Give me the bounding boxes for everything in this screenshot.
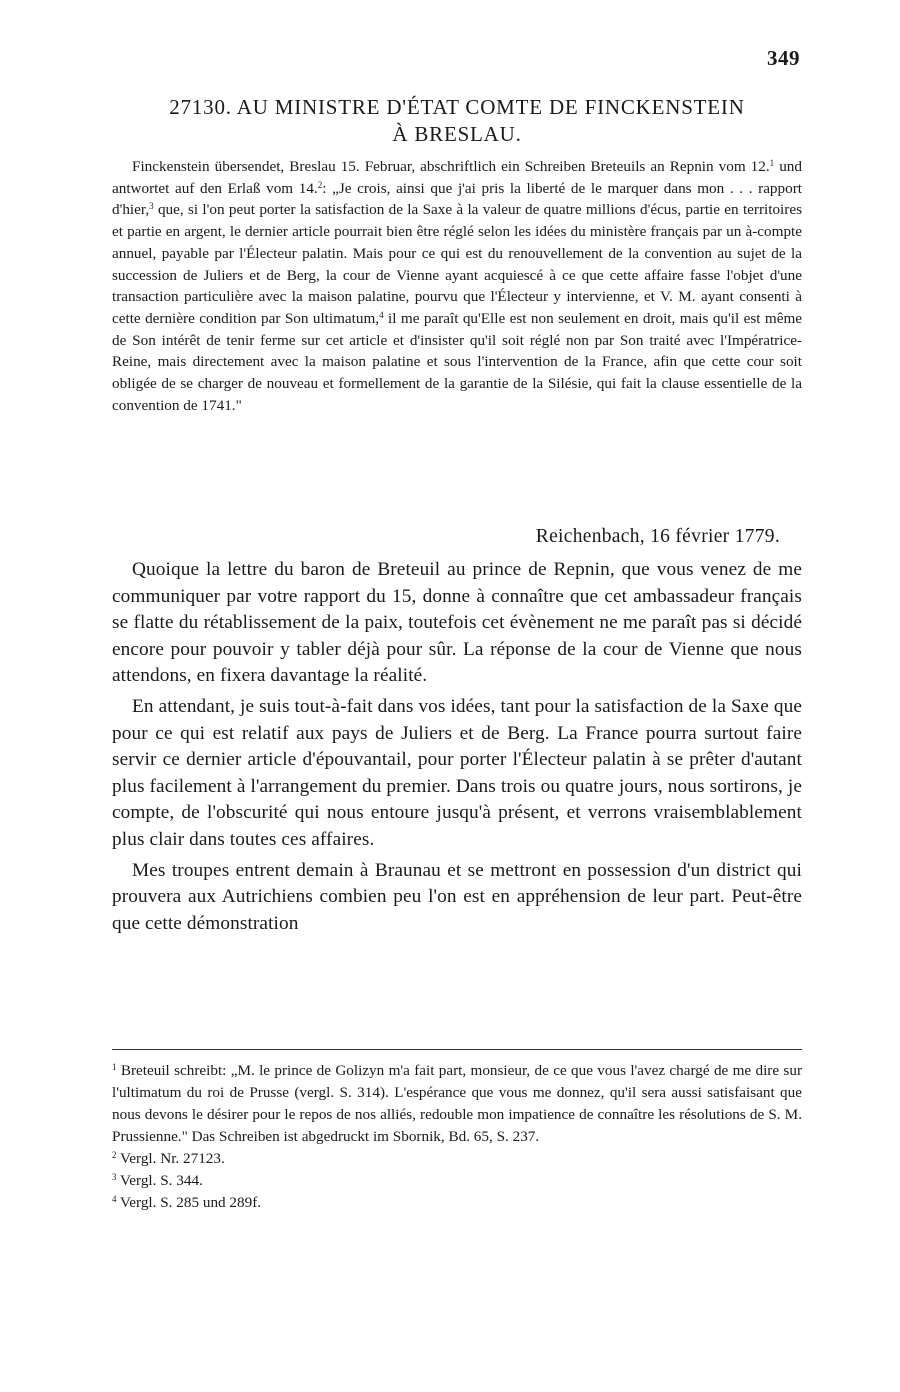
footnote-ref-2: 2: [317, 179, 323, 190]
body-paragraph: Quoique la lettre du baron de Breteuil au prince de Repnin, que vous venez de me communiquer par votre rapport du 15, donne à connaître que cet ambassadeur français se flatte du rétablissement de la paix, toutefois cet évènement ne me paraît pas si décidé encore pour pouvoir y tabler déjà pour sûr. La réponse de la cour de Vienne que nous attendons, en fixera davantage la réalité.: [112, 559, 802, 687]
summary-text: que, si l'on peut porter la satisfaction de la Saxe à la valeur de quatre millions d'écus, partie en territoires et partie en argent, le dernier article pourrait bien être réglé selon les idées du ministère français par un à-compte annuel, payable par l'Électeur palatin. Mais pour ce qui est du renouvellement de la convention au sujet de la succession de Juliers et de Berg, la cour de Vienne ayant acquiescé à ce que cette affaire fasse l'objet d'une transaction particulière avec la maison palatine, pourvu que l'Électeur y intervienne, et V. M. ayant consenti à cette dernière condition par Son ultimatum,: [112, 201, 802, 327]
editorial-summary: [112, 156, 802, 416]
footnote-2: [112, 1148, 802, 1170]
footnote-divider: [112, 1049, 802, 1050]
footnote-1: [112, 1060, 802, 1148]
footnote-text: Vergl. S. 344.: [116, 1172, 203, 1189]
summary-text: il me paraît qu'Elle est non seulement en droit, mais qu'il est même de Son intérêt de tenir ferme sur cet article et d'insister qu'il soit réglé non par Son traité avec l'Impératrice-Reine, mais directement avec la maison palatine et sous l'intervention de la France, afin que cette cour soit obligée de se charger de nouveau et formellement de la garantie de la Silésie, qui fait la clause essentielle de la convention de 1741.": [112, 309, 802, 414]
summary-text: und antwortet auf den Erlaß vom 14.: [112, 158, 802, 197]
summary-text: Finckenstein übersendet, Breslau 15. Februar, abschriftlich ein Schreiben Breteuils an Repnin vom 12.: [132, 158, 770, 175]
footnote-text: Vergl. Nr. 27123.: [116, 1150, 225, 1167]
footnote-3: [112, 1170, 802, 1192]
letter-body: [112, 557, 802, 941]
footnote-mark: 1: [112, 1062, 117, 1072]
body-paragraph: En attendant, je suis tout-à-fait dans vos idées, tant pour la satisfaction de la Saxe que pour ce qui est relatif aux pays de Juliers et de Berg. La France pourra surtout faire servir ce dernier article d'épouvantail, pour porter l'Électeur palatin à se prêter d'autant plus facilement à l'arrangement du premier. Dans trois ou quatre jours, nous sortirons, je compte, de l'obscurité qui nous entoure jusqu'à présent, et verrons vraisemblablement plus clair dans toutes ces affaires.: [112, 695, 802, 850]
footnote-mark: 2: [112, 1150, 117, 1160]
summary-text: : „Je crois, ainsi que j'ai pris la liberté de le marquer dans mon . . . rapport d'hier,: [112, 179, 802, 219]
footnote-4: [112, 1192, 802, 1214]
footnotes: [112, 1060, 802, 1214]
footnote-mark: 3: [112, 1172, 117, 1182]
footnote-ref-1: 1: [769, 158, 775, 168]
heading-line-1: [112, 94, 802, 121]
heading-title-line-2: À BRESLAU.: [392, 122, 522, 146]
letter-heading: [112, 94, 802, 148]
footnote-ref-3: 3: [149, 201, 154, 212]
footnote-text: Vergl. S. 285 und 289f.: [116, 1194, 262, 1211]
footnote-ref-4: 4: [379, 309, 384, 320]
body-paragraph: Mes troupes entrent demain à Braunau et se mettront en possession d'un district qui prouvera aux Autrichiens combien peu l'on est en appréhension de leur part. Peut-être que cette démonstration: [112, 859, 802, 934]
footnote-text: Breteuil schreibt: „M. le prince de Golizyn m'a fait part, monsieur, de ce que vous l'avez chargé de me dire sur l'ultimatum du roi de Prusse (vergl. S. 314). L'espérance que vous me donnez, qu'il sera aussi satisfaisant que nous devons le désirer pour le repos de nos alliés, redouble mon impatience de connaître les résolutions de S. M. Prussienne." Das Schreiben ist abgedruckt im Sbornik, Bd. 65, S. 237.: [112, 1062, 802, 1145]
heading-title-line-1: AU MINISTRE D'ÉTAT COMTE DE FINCKENSTEIN: [236, 95, 745, 119]
footnote-mark: 4: [112, 1194, 117, 1204]
letter-number: 27130.: [169, 95, 232, 119]
dateline: Reichenbach, 16 février 1779.: [535, 526, 780, 547]
page-number: 349: [767, 46, 800, 70]
